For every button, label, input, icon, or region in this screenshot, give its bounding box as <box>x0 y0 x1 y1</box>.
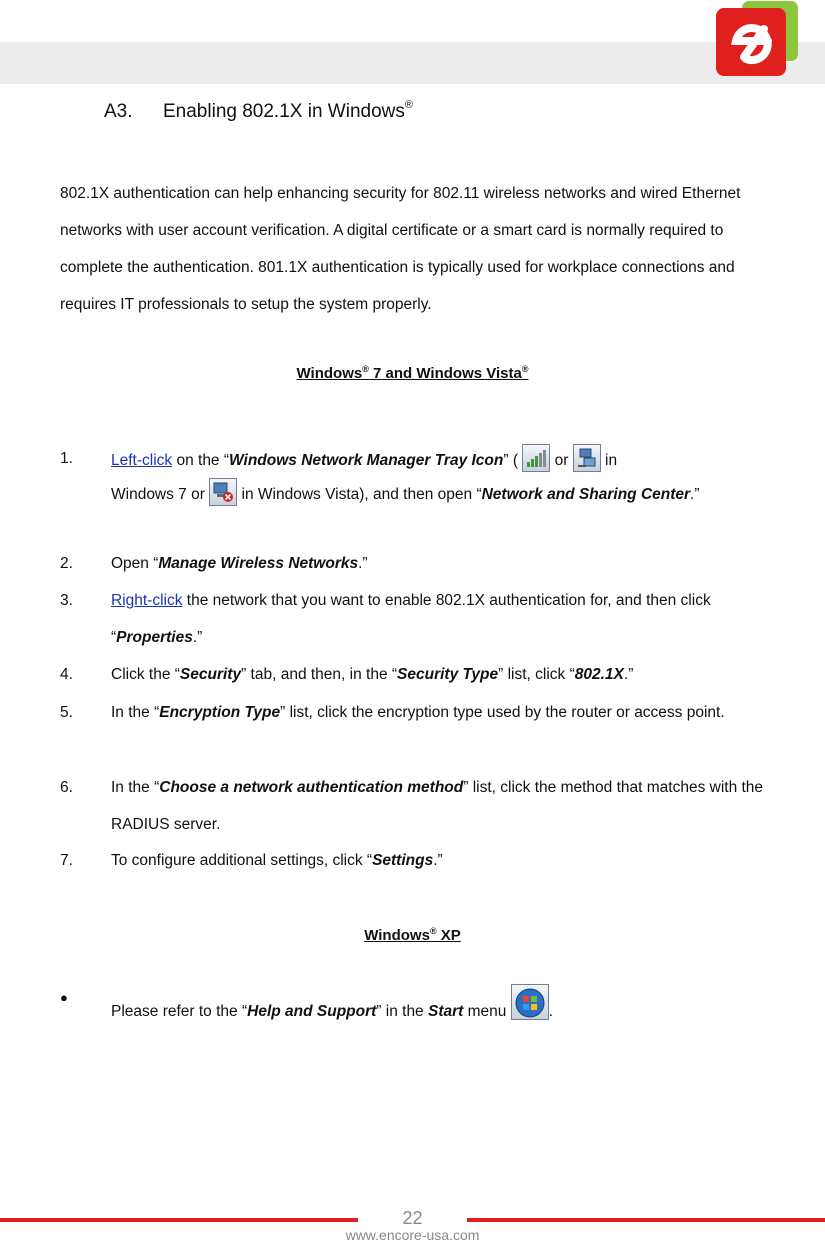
right-click-link[interactable]: Right-click <box>111 592 183 609</box>
intro-paragraph: 802.1X authentication can help enhancing security for 802.11 wireless networks and wired Ethernet networks with user account verification. A digital certificate or a smart card is normally required to complete the authentication. 801.1X authentication is typically used for workplace connections and requires IT professionals to setup the system properly. <box>60 185 741 313</box>
step-emphasis: Choose a network authentication method <box>159 779 464 796</box>
network-computers-icon <box>573 444 601 472</box>
step-emphasis: Settings <box>372 852 434 869</box>
subheading-text: Windows <box>296 365 363 382</box>
step-text: Please refer to the “ <box>111 1003 248 1020</box>
step-text: on the “ <box>172 452 230 469</box>
step-text: .” <box>623 666 634 683</box>
step-text: the network that you want to enable 802.1X authentication for, and then click “ <box>111 592 711 646</box>
step-emphasis: Start <box>428 1003 464 1020</box>
step-emphasis: Manage Wireless Networks <box>158 555 359 572</box>
step-text: .” <box>358 555 368 572</box>
registered-mark: ® <box>521 364 529 374</box>
left-click-link[interactable]: Left-click <box>111 452 173 469</box>
header-band <box>0 42 825 84</box>
step-text: menu <box>463 1003 511 1020</box>
step-emphasis: Encryption Type <box>159 704 281 721</box>
step-emphasis: 802.1X <box>574 666 624 683</box>
step-emphasis: Network and Sharing Center <box>481 486 691 503</box>
signal-bars-icon <box>522 444 550 472</box>
step-text: In the “ <box>111 779 160 796</box>
step-text: . <box>548 1003 554 1020</box>
step-text: ” list, click “ <box>498 666 575 683</box>
website-url: www.encore-usa.com <box>345 1227 480 1243</box>
step-text: ” ( <box>503 452 518 469</box>
step-text: .” <box>690 486 700 503</box>
winxp-subheading <box>0 926 825 944</box>
step-text: In the “ <box>111 704 160 721</box>
windows-start-icon <box>511 984 549 1020</box>
step-emphasis: Properties <box>116 629 193 646</box>
step-text: .” <box>192 629 203 646</box>
step-text: in <box>600 452 618 469</box>
step-number: 2. <box>60 555 73 572</box>
step-number: 7. <box>60 852 73 869</box>
subheading-text: Windows <box>364 927 430 944</box>
registered-mark: ® <box>362 364 369 374</box>
step-emphasis: Security Type <box>397 666 499 683</box>
registered-mark: ® <box>429 926 437 936</box>
step-emphasis: Windows Network Manager Tray Icon <box>229 452 504 469</box>
step-text: in Windows Vista), and then open “ <box>237 486 482 503</box>
step-emphasis: Help and Support <box>247 1003 377 1020</box>
section-heading <box>104 99 413 123</box>
step-text: or <box>550 452 573 469</box>
subheading-text: XP <box>436 927 461 944</box>
step-text: Click the “ <box>111 666 180 683</box>
step-text: ” list, click the method that matches with the RADIUS server. <box>111 779 764 833</box>
registered-mark: ® <box>404 99 413 111</box>
network-disconnected-icon <box>209 478 237 506</box>
step-text: ” tab, and then, in the “ <box>241 666 398 683</box>
step-number: 5. <box>60 704 73 721</box>
step-text: .” <box>433 852 443 869</box>
step-number: 1. <box>60 450 73 467</box>
win7-vista-subheading <box>0 364 825 382</box>
step-number: 6. <box>60 779 73 796</box>
step-text: ” in the <box>376 1003 428 1020</box>
section-number: A3. <box>104 101 133 122</box>
section-title: Enabling 802.1X in Windows <box>163 101 405 122</box>
step-emphasis: Security <box>179 666 242 683</box>
bullet-icon: ● <box>60 990 68 1005</box>
step-text: ” list, click the encryption type used by the router or access point. <box>280 704 725 721</box>
subheading-text: 7 and Windows Vista <box>368 365 522 382</box>
step-text: Open “ <box>111 555 159 572</box>
step-text: To configure additional settings, click “ <box>111 852 373 869</box>
page-number: 22 <box>402 1208 423 1228</box>
step-number: 3. <box>60 592 73 609</box>
encore-logo <box>716 1 800 77</box>
step-number: 4. <box>60 666 73 683</box>
step-text: Windows 7 or <box>111 486 210 503</box>
